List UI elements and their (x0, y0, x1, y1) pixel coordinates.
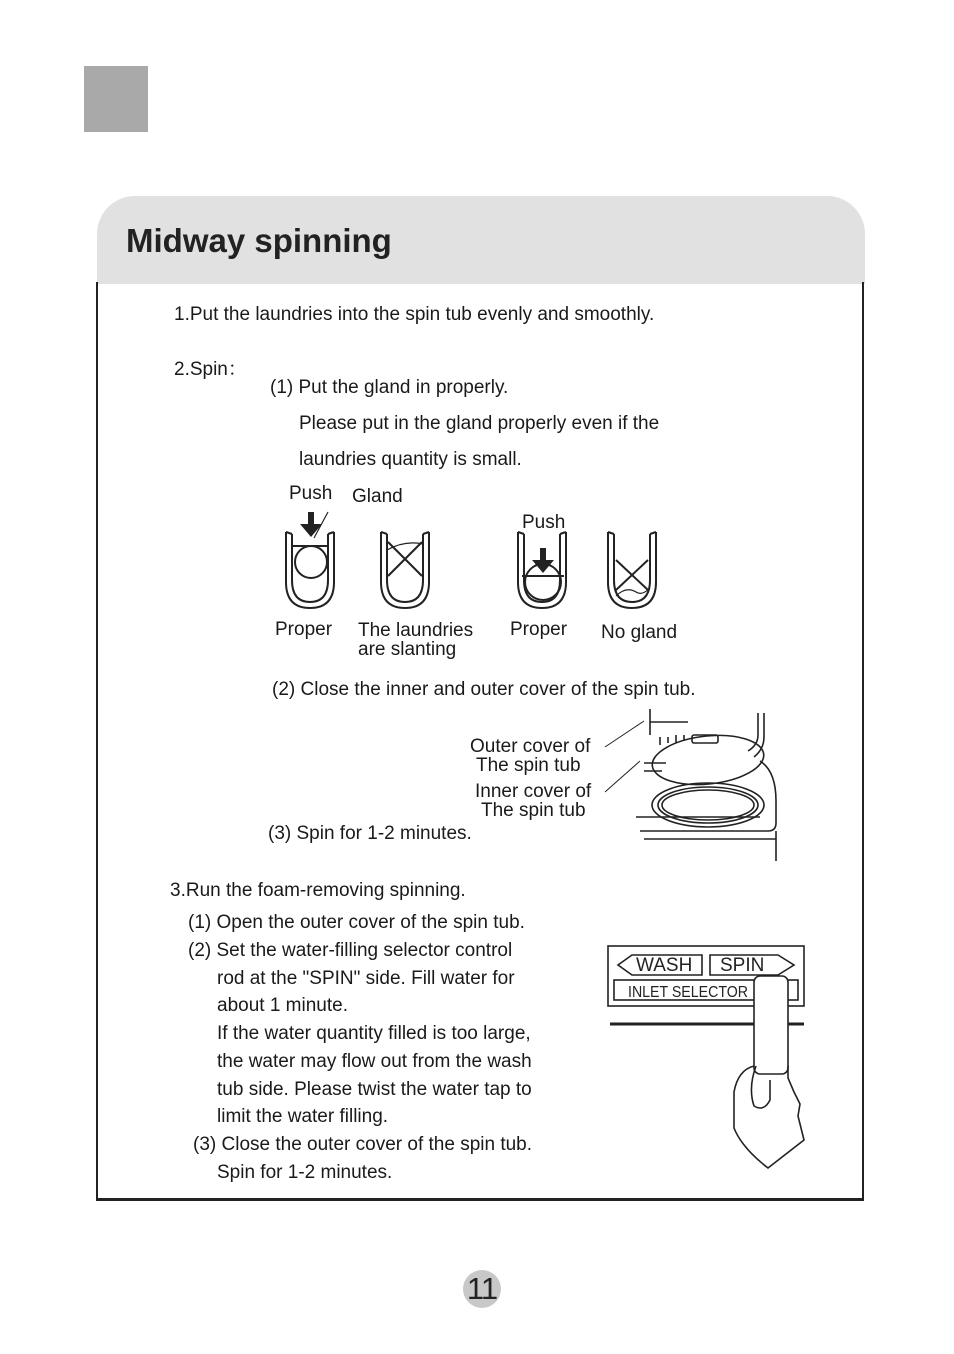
step3-line-10: Spin for 1-2 minutes. (217, 1162, 393, 1183)
caption-slanting-1: The laundries (358, 620, 474, 641)
step3-line-1: (1) Open the outer cover of the spin tub. (188, 912, 525, 933)
outer-cover-label-2: The spin tub (476, 755, 581, 776)
gland-diagram (270, 500, 700, 620)
inlet-selector-illustration (604, 940, 810, 1174)
step3-line-8: limit the water filling. (217, 1106, 389, 1127)
step3-line-4: about 1 minute. (217, 995, 348, 1016)
step3-line-7: tub side. Please twist the water tap to (217, 1079, 532, 1100)
step2-sub2: (2) Close the inner and outer cover of the spin tub. (272, 679, 696, 700)
section-marker (84, 66, 148, 132)
gland-label: Gland (352, 486, 403, 507)
inlet-selector-label: INLET SELECTOR (628, 984, 748, 1001)
step3-line-2: (2) Set the water-filling selector control (188, 940, 513, 961)
tub-slanting-illustration (381, 532, 429, 608)
tub-no-gland-illustration (608, 532, 656, 608)
step2-sub1-line2: laundries quantity is small. (299, 449, 522, 470)
caption-proper-1: Proper (275, 619, 333, 640)
step3-line-9: (3) Close the outer cover of the spin tub. (193, 1134, 533, 1155)
step2-sub3: (3) Spin for 1-2 minutes. (268, 823, 472, 844)
step3-line-6: the water may flow out from the wash (217, 1051, 532, 1072)
page-title: Midway spinning (126, 222, 392, 259)
push-label-1: Push (289, 483, 333, 504)
page-number: 11 (466, 1271, 498, 1306)
inner-cover-label-1: Inner cover of (475, 781, 592, 802)
push-arrow-icon (300, 512, 322, 537)
push-label-2: Push (522, 512, 566, 533)
caption-proper-2: Proper (510, 619, 568, 640)
caption-slanting-2: are slanting (358, 639, 457, 660)
spin-tub-cover-illustration (600, 705, 790, 865)
step2-sub1-title: (1) Put the gland in properly. (270, 377, 509, 398)
step3-line-3: rod at the "SPIN" side. Fill water for (217, 968, 515, 989)
inner-cover-label-2: The spin tub (481, 800, 586, 821)
step3-title: 3.Run the foam-removing spinning. (170, 880, 466, 901)
spin-label: SPIN (720, 955, 765, 976)
wash-label: WASH (636, 955, 693, 976)
caption-no-gland: No gland (601, 622, 678, 643)
step2-sub1-line1: Please put in the gland properly even if the (299, 413, 660, 434)
outer-cover-label-1: Outer cover of (470, 736, 591, 757)
push-arrow-icon (532, 548, 554, 573)
step2-label: 2.Spin： (174, 359, 247, 380)
step3-line-5: If the water quantity filled is too large, (217, 1023, 531, 1044)
step1-text: 1.Put the laundries into the spin tub evenly and smoothly. (174, 304, 655, 325)
